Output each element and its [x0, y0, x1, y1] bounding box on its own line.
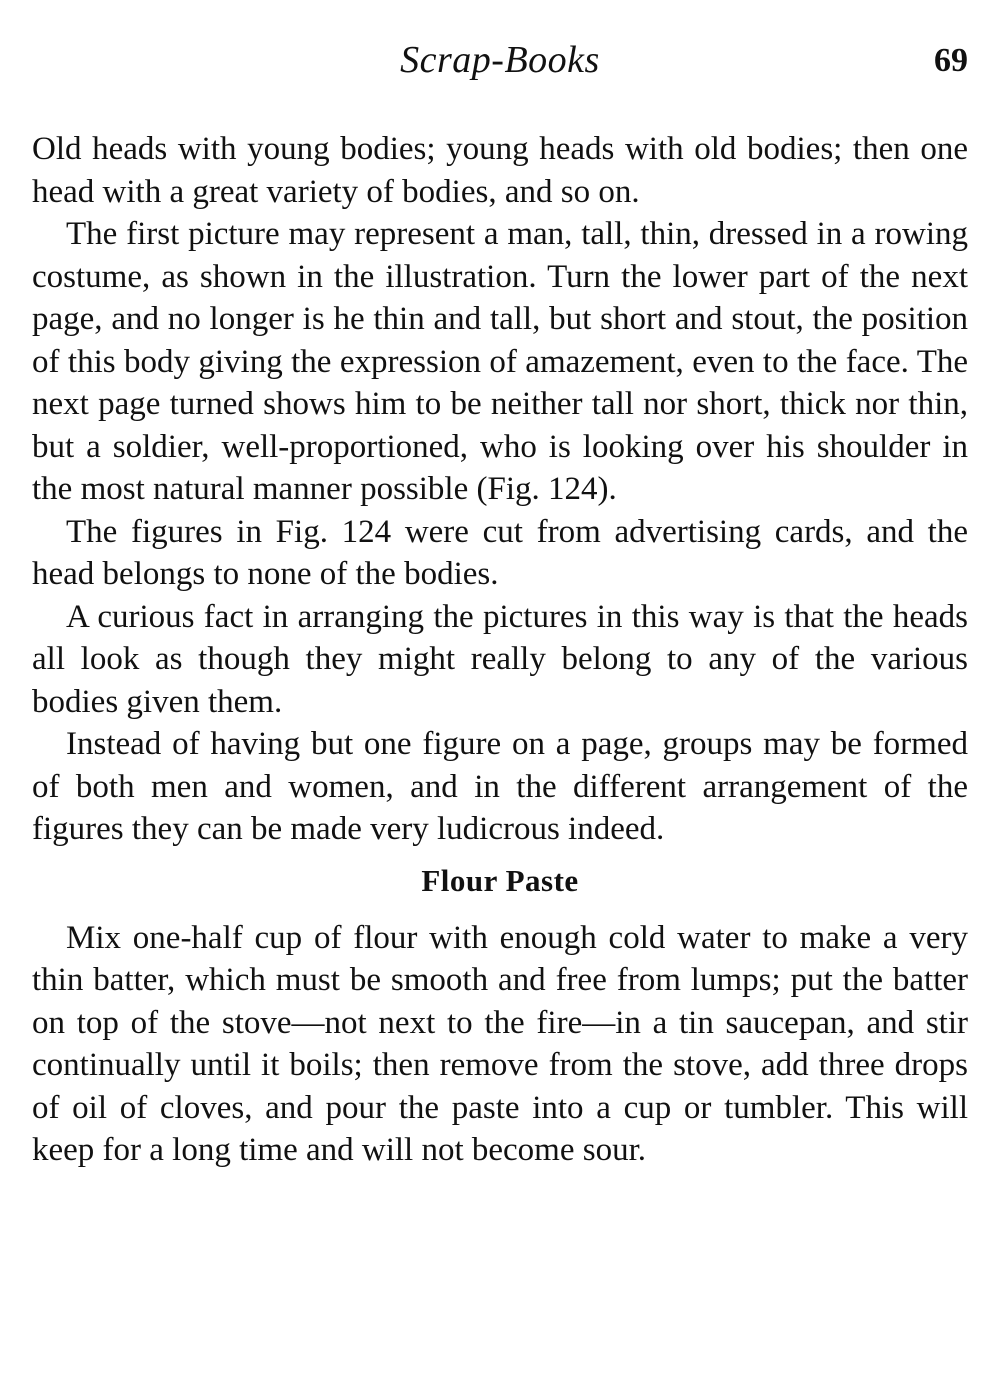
body-text	[32, 128, 968, 1172]
page-number: 69	[934, 42, 968, 79]
section-heading: Flour Paste	[421, 862, 579, 898]
page-header	[32, 38, 968, 98]
paragraph: The first picture may represent a man, tall, thin, dressed in a rowing costume, as shown in the illustration. Turn the lower part of the next page, and no longer is he thin and tall, but short and stout, the position of this body giving the expression of amazement, even to the face. The next page turned shows him to be neither tall nor short, thick nor thin, but a soldier, well-proportioned, who is looking over his shoulder in the most natural manner possible (Fig. 124).	[32, 216, 968, 507]
paragraph: Instead of having but one figure on a page, groups may be formed of both men and women, and in the different arrangement of the figures they can be made very ludicrous indeed.	[32, 726, 968, 847]
paragraph: The figures in Fig. 124 were cut from advertising cards, and the head belongs to none of the bodies.	[32, 513, 968, 592]
paragraph: Old heads with young bodies; young heads with old bodies; then one head with a great variety of bodies, and so on.	[32, 131, 968, 210]
running-title: Scrap-Books	[400, 39, 600, 81]
book-page	[32, 38, 968, 1172]
paragraph: Mix one-half cup of flour with enough cold water to make a very thin batter, which must be smooth and free from lumps; put the batter on top of the stove—not next to the fire—in a tin saucepan, and stir continually until it boils; then remove from the stove, add three drops of oil of cloves, and pour the paste into a cup or tumbler. This will keep for a long time and will not become sour.	[32, 919, 968, 1168]
paragraph: A curious fact in arranging the pictures in this way is that the heads all look as though they might really belong to any of the various bodies given them.	[32, 598, 968, 720]
